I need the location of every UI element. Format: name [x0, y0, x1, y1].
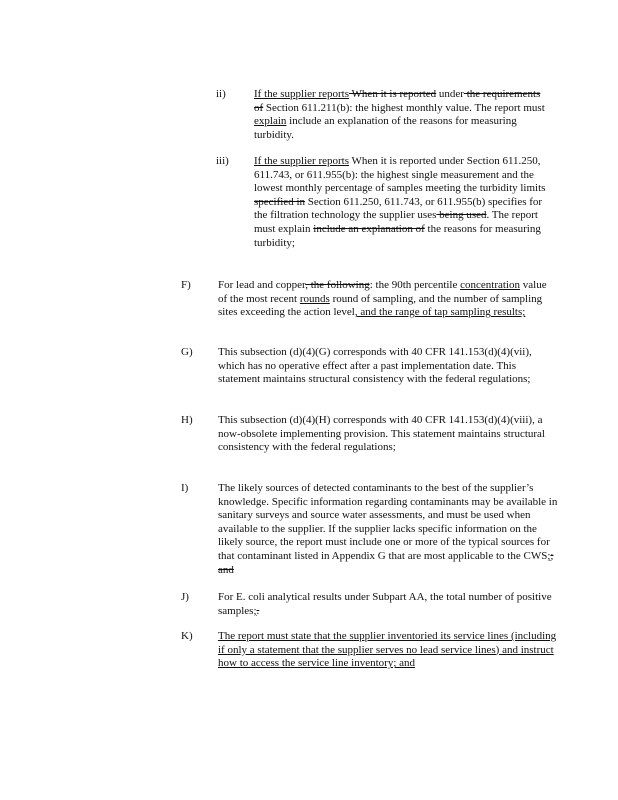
inserted-text: rounds: [299, 292, 330, 305]
inserted-text: ;: [547, 549, 551, 562]
clause-text-run: round of sampling: [329, 292, 414, 305]
deleted-text: .: [256, 604, 260, 617]
deleted-text: include an explanation of: [313, 222, 425, 235]
deleted-text: the requirements of: [254, 88, 541, 114]
clause-text: [218, 414, 554, 455]
clause-text-run: value of the most recent: [218, 279, 547, 305]
clause-text-run: : the 90th percentile: [369, 279, 461, 291]
clause-text-run: This subsection (d)(4)(H) corresponds with 40 CFR 141.153(d)(4)(viii), a now-obsolete implementing provision. This statement maintains structural consistency with the federal regulations;: [218, 414, 545, 454]
clause-text-run: The likely sources of detected contaminants to the best of the supplier’s knowledge. Specific information regarding contaminants may be available in sanitary surveys and source water assessments, and must be used when available to the supplier. If the supplier lacks specific information on the likely source, the report must include one or more of the typical sources for that contaminant listed in Appendix G that are most applicable to the CWS: [218, 482, 558, 562]
clause-text: [218, 482, 558, 577]
inserted-text: If the supplier reports: [254, 155, 349, 167]
clause-text: [254, 88, 546, 142]
deleted-text: ; and: [218, 549, 554, 576]
inserted-text: ;: [253, 604, 257, 617]
deleted-text: specified in: [254, 195, 306, 208]
clause-text-run: This subsection (d)(4)(G) corresponds with 40 CFR 141.153(d)(4)(vii), which has no operative effect after a past implementation date. This statement maintains structural consistency with the federal regulations;: [218, 346, 532, 386]
clause-text-run: include an explanation of the reasons for measuring turbidity.: [254, 115, 517, 141]
clause-text-run: and the number of sampling sites exceeding the action level: [218, 292, 543, 319]
inserted-text: , and the range of tap sampling results;: [354, 306, 526, 319]
deleted-text: When it is reported: [349, 88, 437, 100]
clause-text-run: When it is reported under Section 611.250, 611.743, or 611.955(b): the highest single measurement and the lowest monthly percentage of samples meeting the turbidity limits: [254, 155, 546, 195]
clause-text: [218, 346, 554, 387]
clause-label: ii): [216, 88, 226, 100]
clause-label: iii): [216, 155, 229, 167]
clause-text-run: the reasons for measuring turbidity;: [254, 222, 541, 249]
inserted-text: concentration: [460, 279, 520, 291]
clause-text: [218, 279, 554, 320]
clause-text: [254, 155, 546, 250]
clause-label: G): [181, 346, 193, 358]
clause-label: H): [181, 414, 193, 426]
clause-label: I): [181, 482, 189, 494]
clause-label: J): [181, 591, 189, 603]
clause-text: [218, 630, 558, 671]
clause-text-run: For E. coli analytical results under Subpart AA, the total number of positive samples: [218, 591, 552, 617]
clause-text-run: . The report must explain: [254, 209, 538, 235]
clause-label: K): [181, 630, 193, 642]
inserted-text: If the supplier reports: [254, 88, 349, 100]
clause-text-run: For lead and copper: [218, 279, 306, 291]
inserted-text: ,: [413, 292, 416, 305]
clause-label: F): [181, 279, 191, 291]
deleted-text: being used: [436, 209, 487, 222]
clause-text-run: under: [436, 88, 464, 100]
inserted-text: explain: [254, 115, 287, 128]
inserted-text: The report must state that the supplier inventoried its service lines (including if only a statement that the supplier serves no lead service lines) and instruct how to access the service line inventory; and: [218, 630, 557, 670]
deleted-text: , the following: [305, 279, 370, 291]
clause-text: [218, 591, 554, 618]
clause-text-run: Section 611.250, 611.743, or 611.955(b) specifies for the filtration technology the supplier uses: [254, 195, 543, 222]
clause-text-run: Section 611.211(b): the highest monthly value. The report must: [263, 101, 545, 114]
